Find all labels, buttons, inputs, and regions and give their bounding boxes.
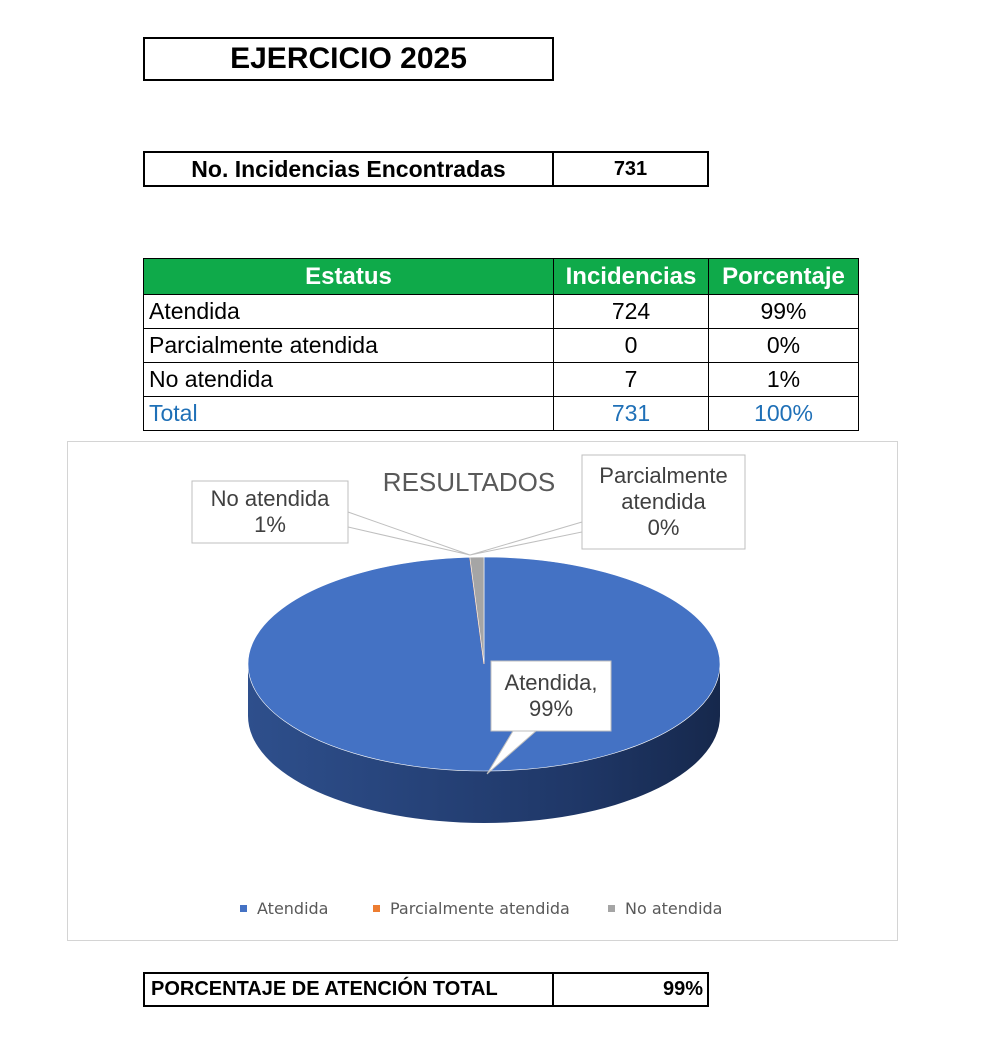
incidences-found-label: No. Incidencias Encontradas [143, 151, 554, 187]
status-table-header [144, 259, 859, 295]
table-row [144, 329, 859, 363]
table-row [144, 295, 859, 329]
total-attention-value: 99% [552, 972, 709, 1007]
total-attention-label: PORCENTAJE DE ATENCIÓN TOTAL [143, 972, 554, 1007]
row-incidences: 724 [554, 295, 709, 329]
legend-label: No atendida [625, 899, 723, 918]
data-label-text: 1% [254, 512, 286, 537]
row-status: No atendida [144, 363, 554, 397]
table-row [144, 363, 859, 397]
row-incidences: 0 [554, 329, 709, 363]
data-label-text: No atendida [210, 486, 330, 511]
chart-title: RESULTADOS [382, 467, 556, 497]
total-incidences: 731 [554, 397, 709, 431]
total-label: Total [144, 397, 554, 431]
data-label-text: 99% [528, 696, 574, 721]
legend-label: Parcialmente atendida [390, 899, 570, 918]
legend-swatch [373, 905, 380, 912]
legend-item-no-atendida [608, 899, 722, 918]
data-label-text: Atendida, [504, 670, 598, 695]
header-incidences: Incidencias [554, 259, 709, 295]
total-percentage: 100% [709, 397, 859, 431]
data-label-text: 0% [647, 515, 680, 540]
row-percentage: 1% [709, 363, 859, 397]
legend-label: Atendida [257, 899, 329, 918]
total-row [144, 397, 859, 431]
pie-chart [68, 442, 897, 940]
chart-area [67, 441, 898, 941]
legend-item-atendida [240, 899, 328, 918]
legend-swatch [240, 905, 247, 912]
row-status: Atendida [144, 295, 554, 329]
status-table [143, 258, 859, 431]
data-label-text: Parcialmente [599, 463, 728, 488]
incidences-found-value: 731 [552, 151, 709, 187]
legend-item-parcialmente-atendida [373, 899, 570, 918]
data-label-text: atendida [621, 489, 706, 514]
row-status: Parcialmente atendida [144, 329, 554, 363]
row-percentage: 99% [709, 295, 859, 329]
header-status: Estatus [144, 259, 554, 295]
year-title: EJERCICIO 2025 [143, 37, 554, 81]
legend-swatch [608, 905, 615, 912]
row-percentage: 0% [709, 329, 859, 363]
row-incidences: 7 [554, 363, 709, 397]
header-percentage: Porcentaje [709, 259, 859, 295]
